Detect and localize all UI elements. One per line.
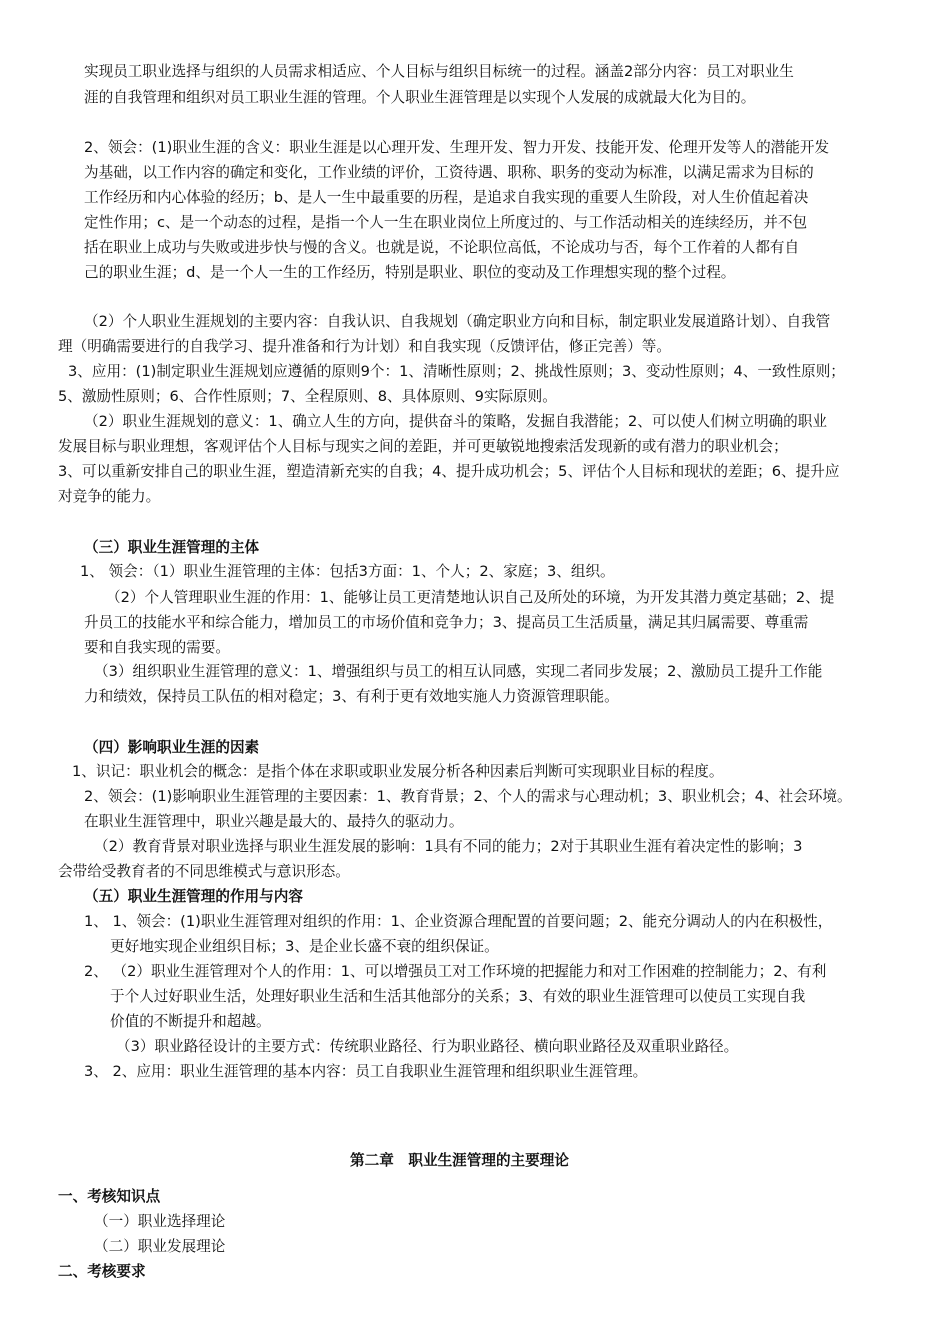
paragraph-line: （2）个人职业生涯规划的主要内容：自我认识、自我规划（确定职业方向和目标，制定职业发展道路计划）、自我管 — [84, 313, 831, 330]
outline-item: （二）职业发展理论 — [94, 1238, 226, 1255]
paragraph-line: 3、应用：(1)制定职业生涯规划应遵循的原则9个：1、清晰性原则；2、挑战性原则；3、变动性原则；4、一致性原则； — [68, 363, 845, 380]
paragraph-line: 在职业生涯管理中，职业兴趣是最大的、最持久的驱动力。 — [84, 813, 464, 830]
paragraph-line: 3、 2、应用：职业生涯管理的基本内容：员工自我职业生涯管理和组织职业生涯管理。 — [84, 1063, 648, 1080]
paragraph-line: 1、识记：职业机会的概念：是指个体在求职或职业发展分析各种因素后判断可实现职业目标的程度。 — [72, 763, 724, 780]
paragraph-line: 更好地实现企业组织目标；3、是企业长盛不衰的组织保证。 — [110, 938, 499, 955]
paragraph-line: 要和自我实现的需要。 — [84, 639, 230, 656]
paragraph-line: 括在职业上成功与失败或进步快与慢的含义。也就是说，不论职位高低，不论成功与否，每个工作着的人都有自 — [84, 239, 800, 256]
paragraph-line: 2、领会：(1)职业生涯的含义：职业生涯是以心理开发、生理开发、智力开发、技能开发、伦理开发等人的潜能开发 — [84, 139, 830, 156]
paragraph-line: （2）教育背景对职业选择与职业生涯发展的影响：1具有不同的能力；2对于其职业生涯有着决定性的影响；3 — [94, 838, 803, 855]
paragraph-line: （2）职业生涯规划的意义：1、确立人生的方向，提供奋斗的策略，发掘自我潜能；2、可以使人们树立明确的职业 — [84, 413, 827, 430]
paragraph-line: （3）组织职业生涯管理的意义：1、增强组织与员工的相互认同感，实现二者同步发展；2、激励员工提升工作能 — [94, 663, 823, 680]
section-heading: （五）职业生涯管理的作用与内容 — [84, 888, 303, 905]
paragraph-line: 2、 （2）职业生涯管理对个人的作用：1、可以增强员工对工作环境的把握能力和对工作困难的控制能力；2、有利 — [84, 963, 827, 980]
paragraph-line: 价值的不断提升和超越。 — [110, 1013, 271, 1030]
paragraph-line: 为基础，以工作内容的确定和变化，工作业绩的评价，工资待遇、职称、职务的变动为标准，以满足需求为目标的 — [84, 164, 814, 181]
paragraph-line: （2）个人管理职业生涯的作用：1、能够让员工更清楚地认识自己及所处的环境，为开发其潜力奠定基础；2、提 — [106, 589, 835, 606]
section-heading: 一、考核知识点 — [58, 1188, 161, 1205]
paragraph-line: 理（明确需要进行的自我学习、提升准备和行为计划）和自我实现（反馈评估，修正完善）等。 — [58, 338, 671, 355]
chapter-title: 第二章 职业生涯管理的主要理论 — [350, 1152, 569, 1169]
section-heading: （三）职业生涯管理的主体 — [84, 539, 260, 556]
paragraph-line: 发展目标与职业理想，客观评估个人目标与现实之间的差距，并可更敏锐地搜索活发现新的或有潜力的职业机会； — [58, 438, 788, 455]
paragraph-line: 2、领会：(1)影响职业生涯管理的主要因素：1、教育背景；2、个人的需求与心理动机；3、职业机会；4、社会环境。 — [84, 788, 852, 805]
paragraph-line: 1、 1、领会：(1)职业生涯管理对组织的作用：1、企业资源合理配置的首要问题；2、能充分调动人的内在积极性， — [84, 913, 833, 930]
paragraph-line: 5、激励性原则；6、合作性原则；7、全程原则、8、具体原则、9实际原则。 — [58, 388, 557, 405]
paragraph-line: 工作经历和内心体验的经历；b、是人一生中最重要的历程，是追求自我实现的重要人生阶段，对人生价值起着决 — [84, 189, 809, 206]
paragraph-line: （3）职业路径设计的主要方式：传统职业路径、行为职业路径、横向职业路径及双重职业路径。 — [116, 1038, 739, 1055]
section-heading: 二、考核要求 — [58, 1263, 146, 1280]
paragraph-line: 己的职业生涯；d、是一个人一生的工作经历，特别是职业、职位的变动及工作理想实现的整个过程。 — [84, 264, 736, 281]
paragraph-line: 涯的自我管理和组织对员工职业生涯的管理。个人职业生涯管理是以实现个人发展的成就最大化为目的。 — [84, 89, 756, 106]
paragraph-line: 会带给受教育者的不同思维模式与意识形态。 — [58, 863, 350, 880]
paragraph-line: 实现员工职业选择与组织的人员需求相适应、个人目标与组织目标统一的过程。涵盖2部分内容：员工对职业生 — [84, 63, 794, 80]
paragraph-line: 升员工的技能水平和综合能力，增加员工的市场价值和竞争力；3、提高员工生活质量，满足其归属需要、尊重需 — [84, 614, 809, 631]
paragraph-line: 3、可以重新安排自己的职业生涯，塑造清新充实的自我；4、提升成功机会；5、评估个人目标和现状的差距；6、提升应 — [58, 463, 840, 480]
paragraph-line: 力和绩效，保持员工队伍的相对稳定；3、有利于更有效地实施人力资源管理职能。 — [84, 688, 619, 705]
paragraph-line: 对竞争的能力。 — [58, 488, 161, 505]
paragraph-line: 定性作用；c、是一个动态的过程，是指一个人一生在职业岗位上所度过的、与工作活动相关的连续经历，并不包 — [84, 214, 808, 231]
paragraph-line: 1、 领会：（1）职业生涯管理的主体：包括3方面：1、个人；2、家庭；3、组织。 — [80, 563, 615, 580]
outline-item: （一）职业选择理论 — [94, 1213, 226, 1230]
section-heading: （四）影响职业生涯的因素 — [84, 739, 260, 756]
paragraph-line: 于个人过好职业生活，处理好职业生活和生活其他部分的关系；3、有效的职业生涯管理可以使员工实现自我 — [110, 988, 806, 1005]
